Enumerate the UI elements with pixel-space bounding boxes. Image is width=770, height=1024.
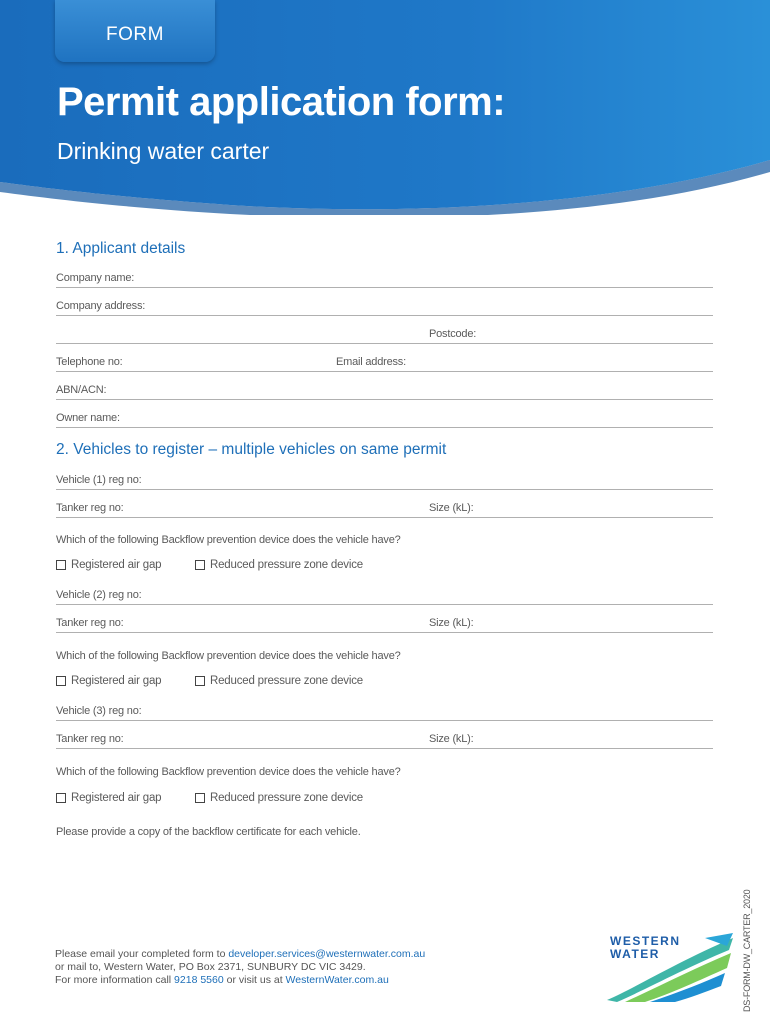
- section-heading-vehicles: 2. Vehicles to register – multiple vehicles on same permit: [56, 441, 447, 458]
- footer-line-2: or mail to, Western Water, PO Box 2371, SUNBURY DC VIC 3429.: [55, 961, 366, 973]
- form-tab-label: FORM: [55, 0, 215, 62]
- header-banner: [0, 0, 770, 215]
- vehicle-2-tanker-field[interactable]: [56, 617, 713, 633]
- vehicle-1-reg-field[interactable]: [56, 474, 713, 490]
- abn-field[interactable]: [56, 384, 713, 400]
- vehicle-1-option-air-gap[interactable]: [56, 559, 161, 571]
- checkbox-icon[interactable]: [56, 676, 66, 686]
- checkbox-icon[interactable]: [195, 560, 205, 570]
- owner-name-field[interactable]: [56, 412, 713, 428]
- footer-email-link[interactable]: developer.services@westernwater.com.au: [228, 948, 426, 960]
- logo-text: [610, 935, 681, 961]
- document-code: DS-FORM-DW_CARTER_2020: [742, 889, 752, 1012]
- company-address-line2-field[interactable]: [56, 328, 713, 344]
- vehicle-1-option-rpz[interactable]: [195, 559, 363, 571]
- footer-website-link[interactable]: WesternWater.com.au: [285, 974, 389, 986]
- option-label: Reduced pressure zone device: [210, 675, 363, 687]
- checkbox-icon[interactable]: [56, 560, 66, 570]
- vehicle-2-tanker-label: Tanker reg no:: [56, 617, 124, 629]
- postcode-label: Postcode:: [429, 328, 477, 340]
- footer-line-1: [55, 948, 425, 961]
- vehicle-3-reg-label: Vehicle (3) reg no:: [56, 705, 142, 717]
- vehicle-3-tanker-label: Tanker reg no:: [56, 733, 124, 745]
- option-label: Registered air gap: [71, 559, 162, 571]
- footer-phone-prefix: For more information call: [55, 974, 175, 986]
- option-label: Registered air gap: [71, 792, 162, 804]
- abn-label: ABN/ACN:: [56, 384, 107, 396]
- vehicle-2-reg-field[interactable]: [56, 589, 713, 605]
- vehicle-3-reg-field[interactable]: [56, 705, 713, 721]
- vehicle-2-reg-label: Vehicle (2) reg no:: [56, 589, 142, 601]
- vehicle-3-option-air-gap[interactable]: [56, 792, 161, 804]
- footer-contact: [55, 948, 425, 987]
- company-name-label: Company name:: [56, 272, 135, 284]
- option-label: Registered air gap: [71, 675, 162, 687]
- company-address-label: Company address:: [56, 300, 146, 312]
- vehicle-2-question: Which of the following Backflow prevention device does the vehicle have?: [56, 650, 401, 662]
- footer-website-prefix: or visit us at: [223, 974, 286, 986]
- page-subtitle: Drinking water carter: [57, 138, 270, 164]
- section-heading-applicant: 1. Applicant details: [56, 240, 186, 257]
- vehicle-2-option-rpz[interactable]: [195, 675, 363, 687]
- owner-name-label: Owner name:: [56, 412, 120, 424]
- vehicle-2-option-air-gap[interactable]: [56, 675, 161, 687]
- vehicle-1-tanker-label: Tanker reg no:: [56, 502, 124, 514]
- checkbox-icon[interactable]: [195, 676, 205, 686]
- option-label: Reduced pressure zone device: [210, 559, 363, 571]
- telephone-label: Telephone no:: [56, 356, 123, 368]
- vehicle-2-size-label: Size (kL):: [429, 617, 474, 629]
- vehicle-3-option-rpz[interactable]: [195, 792, 363, 804]
- option-label: Reduced pressure zone device: [210, 792, 363, 804]
- vehicle-1-reg-label: Vehicle (1) reg no:: [56, 474, 142, 486]
- telephone-email-field[interactable]: [56, 356, 713, 372]
- vehicle-3-question: Which of the following Backflow prevention device does the vehicle have?: [56, 766, 401, 778]
- logo-line-1: WESTERN: [610, 934, 681, 948]
- vehicle-3-size-label: Size (kL):: [429, 733, 474, 745]
- vehicle-1-question: Which of the following Backflow prevention device does the vehicle have?: [56, 534, 401, 546]
- vehicle-1-tanker-field[interactable]: [56, 502, 713, 518]
- backflow-certificate-note: Please provide a copy of the backflow certificate for each vehicle.: [56, 826, 361, 838]
- footer-phone[interactable]: 9218 5560: [174, 974, 224, 986]
- company-name-field[interactable]: [56, 272, 713, 288]
- checkbox-icon[interactable]: [195, 793, 205, 803]
- company-address-field[interactable]: [56, 300, 713, 316]
- vehicle-3-tanker-field[interactable]: [56, 733, 713, 749]
- footer-email-prefix: Please email your completed form to: [55, 948, 229, 960]
- checkbox-icon[interactable]: [56, 793, 66, 803]
- logo-line-2: WATER: [610, 947, 660, 961]
- page-title: Permit application form:: [57, 80, 506, 124]
- vehicle-1-size-label: Size (kL):: [429, 502, 474, 514]
- footer-line-3: [55, 974, 425, 987]
- email-label: Email address:: [336, 356, 406, 368]
